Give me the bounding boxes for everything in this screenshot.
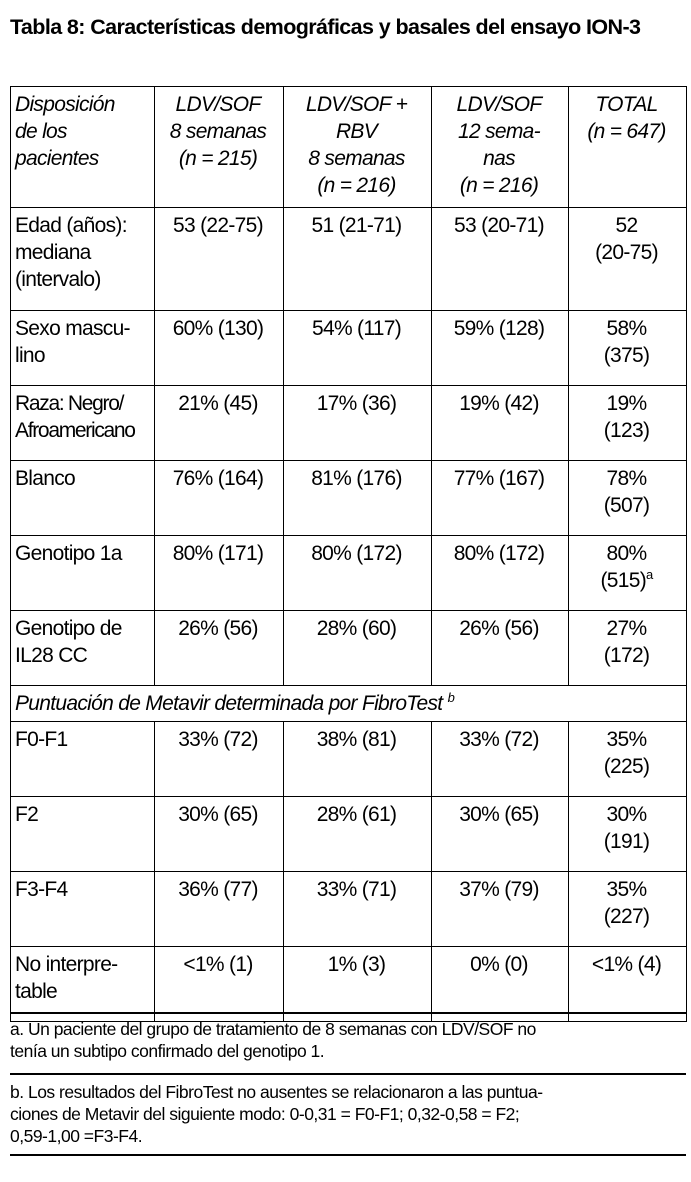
label-line: Afroamericano	[15, 419, 135, 442]
cell-ldv-sof-rbv-8: 51 (21-71)	[284, 208, 432, 311]
cell-ldv-sof-12: 33% (72)	[432, 722, 569, 797]
footnote-divider	[10, 1073, 686, 1075]
cell-ldv-sof-12: 77% (167)	[432, 461, 569, 536]
header-line: LDV/SOF +	[305, 93, 408, 116]
table-title	[10, 14, 680, 40]
row-label	[11, 208, 155, 311]
cell-ldv-sof-12: 37% (79)	[432, 872, 569, 947]
header-line: (n = 215)	[178, 147, 258, 170]
header-line: (n = 216)	[459, 174, 539, 197]
cell-ldv-sof-rbv-8: 54% (117)	[284, 311, 432, 386]
cell-ldv-sof-rbv-8: 38% (81)	[284, 722, 432, 797]
section-row	[11, 686, 687, 722]
header-line: pacientes	[15, 147, 99, 170]
footnote-line: a. Un paciente del grupo de tratamiento de 8 semanas con LDV/SOF no	[10, 1019, 536, 1039]
total-line: (507)	[603, 494, 650, 517]
label-line: (intervalo)	[15, 268, 101, 291]
header-line: 8 semanas	[169, 120, 267, 143]
section-heading-text: Puntuación de Metavir determinada por FibroTest	[15, 692, 443, 715]
total-line: 35%	[606, 878, 647, 901]
label-line: Genotipo 1a	[15, 542, 122, 565]
table-row	[11, 536, 687, 611]
header-line: nas	[483, 147, 515, 170]
table-row	[11, 947, 687, 1022]
row-label	[11, 386, 155, 461]
header-total	[569, 87, 687, 208]
header-disposition	[11, 87, 155, 208]
label-line: Blanco	[15, 467, 76, 490]
total-line: 35%	[606, 728, 647, 751]
row-label	[11, 797, 155, 872]
cell-ldv-sof-8: 60% (130)	[155, 311, 284, 386]
label-line: table	[15, 980, 58, 1003]
label-line: F3-F4	[15, 878, 68, 901]
total-line: 27%	[606, 617, 647, 640]
table-row	[11, 611, 687, 686]
label-line: IL28 CC	[15, 644, 88, 667]
header-ldv-sof-12	[432, 87, 569, 208]
footnote-a	[10, 1018, 686, 1062]
footnote-marker-b: b	[447, 690, 455, 705]
total-line: (375)	[603, 344, 650, 367]
table-row	[11, 208, 687, 311]
cell-ldv-sof-rbv-8: 17% (36)	[284, 386, 432, 461]
footnote-line: tenía un subtipo confirmado del genotipo 1.	[10, 1041, 325, 1061]
label-line: F2	[15, 803, 39, 826]
header-line: (n = 647)	[587, 120, 666, 143]
table-row	[11, 461, 687, 536]
table-row	[11, 722, 687, 797]
footnote-b	[10, 1081, 686, 1147]
header-line: de los	[15, 120, 67, 143]
total-line: 78%	[606, 467, 647, 490]
cell-ldv-sof-12: 59% (128)	[432, 311, 569, 386]
header-line: 8 semanas	[308, 147, 405, 170]
row-label	[11, 722, 155, 797]
total-line: (172)	[603, 644, 650, 667]
bottom-rule	[10, 1154, 686, 1156]
cell-total	[569, 208, 687, 311]
total-line: 19%	[606, 392, 647, 415]
total-line: (123)	[603, 419, 650, 442]
header-line: TOTAL	[595, 93, 658, 116]
cell-ldv-sof-8: 21% (45)	[155, 386, 284, 461]
cell-total	[569, 461, 687, 536]
table-title-text: Tabla 8: Características demográficas y basales del ensayo ION-3	[10, 15, 641, 39]
total-line: (227)	[603, 905, 650, 928]
cell-total	[569, 611, 687, 686]
cell-ldv-sof-12: 0% (0)	[432, 947, 569, 1022]
label-line: F0-F1	[15, 728, 68, 751]
total-line: 80%	[606, 542, 647, 565]
row-label	[11, 536, 155, 611]
header-ldv-sof-8	[155, 87, 284, 208]
header-line: RBV	[335, 120, 378, 143]
label-line: Edad (años):	[15, 214, 127, 237]
total-line: <1% (4)	[591, 953, 662, 976]
header-ldv-sof-rbv-8	[284, 87, 432, 208]
cell-ldv-sof-rbv-8: 81% (176)	[284, 461, 432, 536]
table-row	[11, 311, 687, 386]
cell-ldv-sof-8: 53 (22-75)	[155, 208, 284, 311]
cell-total	[569, 797, 687, 872]
cell-ldv-sof-12: 26% (56)	[432, 611, 569, 686]
cell-ldv-sof-8: 30% (65)	[155, 797, 284, 872]
footnote-line: b. Los resultados del FibroTest no ausentes se relacionaron a las puntua-	[10, 1082, 543, 1102]
header-line: 12 sema-	[458, 120, 540, 143]
cell-total	[569, 722, 687, 797]
header-line: LDV/SOF	[456, 93, 542, 116]
row-label	[11, 461, 155, 536]
cell-total	[569, 947, 687, 1022]
cell-total	[569, 311, 687, 386]
total-line: (20-75)	[595, 241, 658, 264]
table-row	[11, 797, 687, 872]
total-line: (515)	[600, 569, 646, 592]
total-line: (225)	[603, 755, 650, 778]
table-row	[11, 386, 687, 461]
cell-ldv-sof-rbv-8: 28% (60)	[284, 611, 432, 686]
total-line: (191)	[603, 830, 650, 853]
total-line: 30%	[606, 803, 647, 826]
cell-ldv-sof-12: 30% (65)	[432, 797, 569, 872]
cell-total	[569, 872, 687, 947]
cell-ldv-sof-rbv-8: 80% (172)	[284, 536, 432, 611]
total-line: 52	[615, 214, 638, 237]
cell-ldv-sof-8: 26% (56)	[155, 611, 284, 686]
footnote-divider	[10, 1012, 686, 1014]
cell-ldv-sof-12: 53 (20-71)	[432, 208, 569, 311]
total-line: 58%	[606, 317, 647, 340]
label-line: Genotipo de	[15, 617, 122, 640]
row-label	[11, 872, 155, 947]
footnote-line: 0,59-1,00 =F3-F4.	[10, 1126, 143, 1146]
cell-ldv-sof-8: 76% (164)	[155, 461, 284, 536]
label-line: lino	[15, 344, 45, 367]
cell-ldv-sof-8: 33% (72)	[155, 722, 284, 797]
label-line: Sexo mascu-	[15, 317, 130, 340]
cell-total	[569, 536, 687, 611]
header-row	[11, 87, 687, 208]
cell-ldv-sof-12: 80% (172)	[432, 536, 569, 611]
cell-ldv-sof-12: 19% (42)	[432, 386, 569, 461]
label-line: Raza: Negro/	[15, 392, 124, 415]
footnote-line: ciones de Metavir del siguiente modo: 0-0,31 = F0-F1; 0,32-0,58 = F2;	[10, 1104, 520, 1124]
label-line: No interpre-	[15, 953, 118, 976]
row-label	[11, 311, 155, 386]
cell-ldv-sof-8: 36% (77)	[155, 872, 284, 947]
cell-ldv-sof-rbv-8: 1% (3)	[284, 947, 432, 1022]
cell-total	[569, 386, 687, 461]
cell-ldv-sof-rbv-8: 28% (61)	[284, 797, 432, 872]
row-label	[11, 611, 155, 686]
header-line: (n = 216)	[317, 174, 396, 197]
header-line: Disposición	[15, 93, 115, 116]
row-label	[11, 947, 155, 1022]
label-line: mediana	[15, 241, 91, 264]
section-heading	[11, 686, 687, 722]
footnote-marker-a: a	[646, 567, 653, 582]
cell-ldv-sof-8: <1% (1)	[155, 947, 284, 1022]
demographics-table	[10, 86, 687, 1022]
cell-ldv-sof-8: 80% (171)	[155, 536, 284, 611]
cell-ldv-sof-rbv-8: 33% (71)	[284, 872, 432, 947]
table-row	[11, 872, 687, 947]
header-line: LDV/SOF	[175, 93, 261, 116]
